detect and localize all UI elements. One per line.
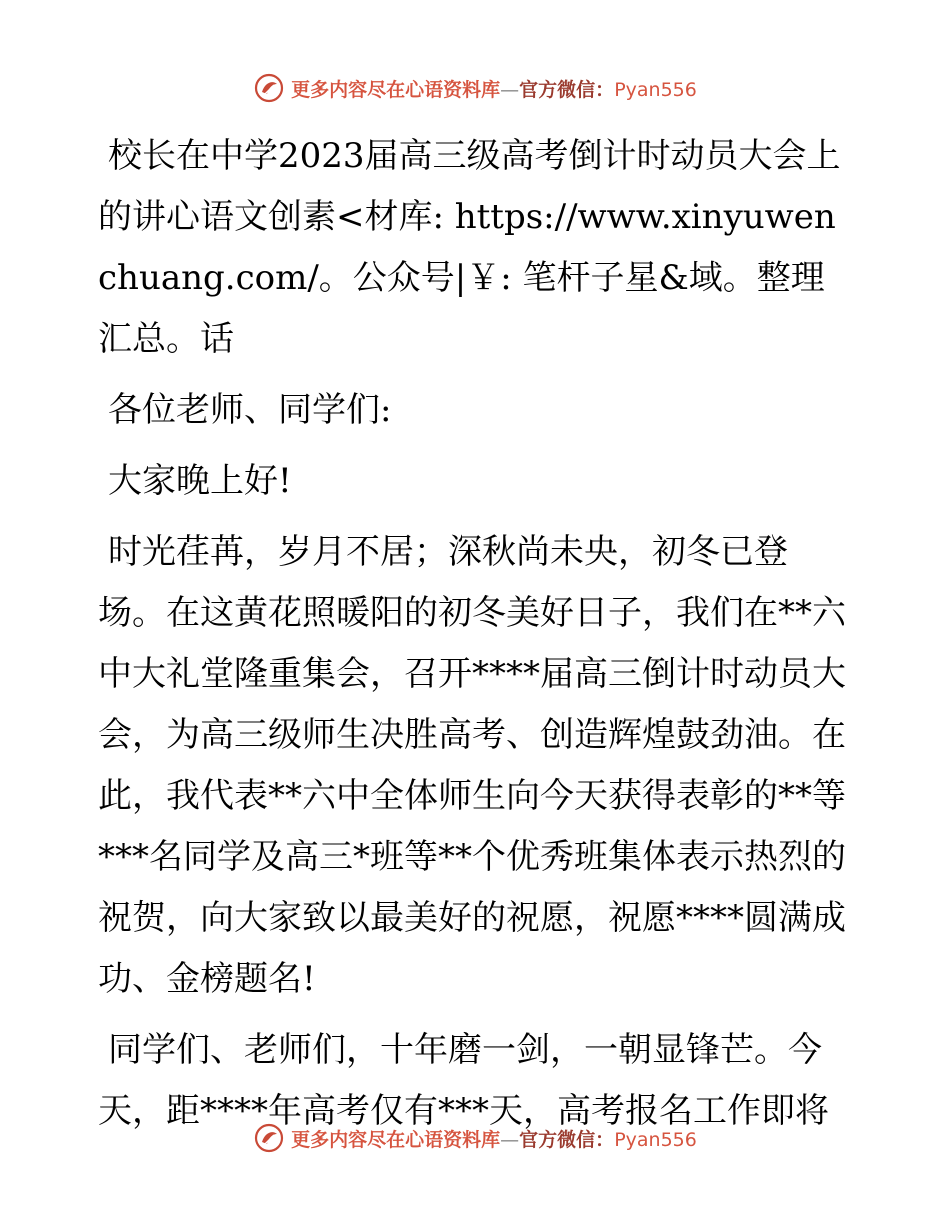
footer-wechat-id: Pyan556 (614, 1128, 697, 1151)
paragraph-salutation: 各位老师、同学们: (108, 390, 392, 430)
footer-official-label: 官方微信： (519, 1128, 615, 1151)
paragraph-opening: 时光荏苒，岁月不居；深秋尚未央，初冬已登场。在这黄花照暖阳的初冬美好日子，我们在**六中大礼堂隆重集会，召开****届高三倒计时动员大会，为高三级师生决胜高考、创造辉煌鼓劲油。在此，我代表**六中全体师生向今天获得表彰的**等***名同学及高三*班等**个优秀班集体表示热烈的祝贺，向大家致以最美好的祝愿，祝愿****圆满成功、金榜题名! (98, 532, 846, 999)
brand-logo-icon (253, 72, 285, 104)
banner-official-label: 官方微信： (519, 78, 615, 101)
footer-banner (0, 1122, 950, 1154)
footer-separator: — (500, 1128, 520, 1151)
banner-separator: — (500, 78, 520, 101)
paragraph-greeting: 大家晚上好! (108, 461, 292, 501)
footer-main-text: 更多内容尽在心语资料库 (291, 1128, 501, 1151)
document-title: 校长在中学2023届高三级高考倒计时动员大会上的讲心语文创素<材库: https://www.xinyuwenchuang.com/。公众号|￥: 笔杆子星&域。整理汇总。话 (98, 136, 841, 359)
paragraph-countdown: 同学们、老师们，十年磨一剑，一朝显锋芒。今天，距****年高考仅有***天，高考报名工作即将 (98, 1030, 829, 1131)
document-body (98, 126, 850, 1152)
brand-logo-icon (253, 1122, 285, 1154)
banner-wechat-id: Pyan556 (614, 78, 697, 101)
header-banner (0, 72, 950, 104)
banner-main-text: 更多内容尽在心语资料库 (291, 78, 501, 101)
